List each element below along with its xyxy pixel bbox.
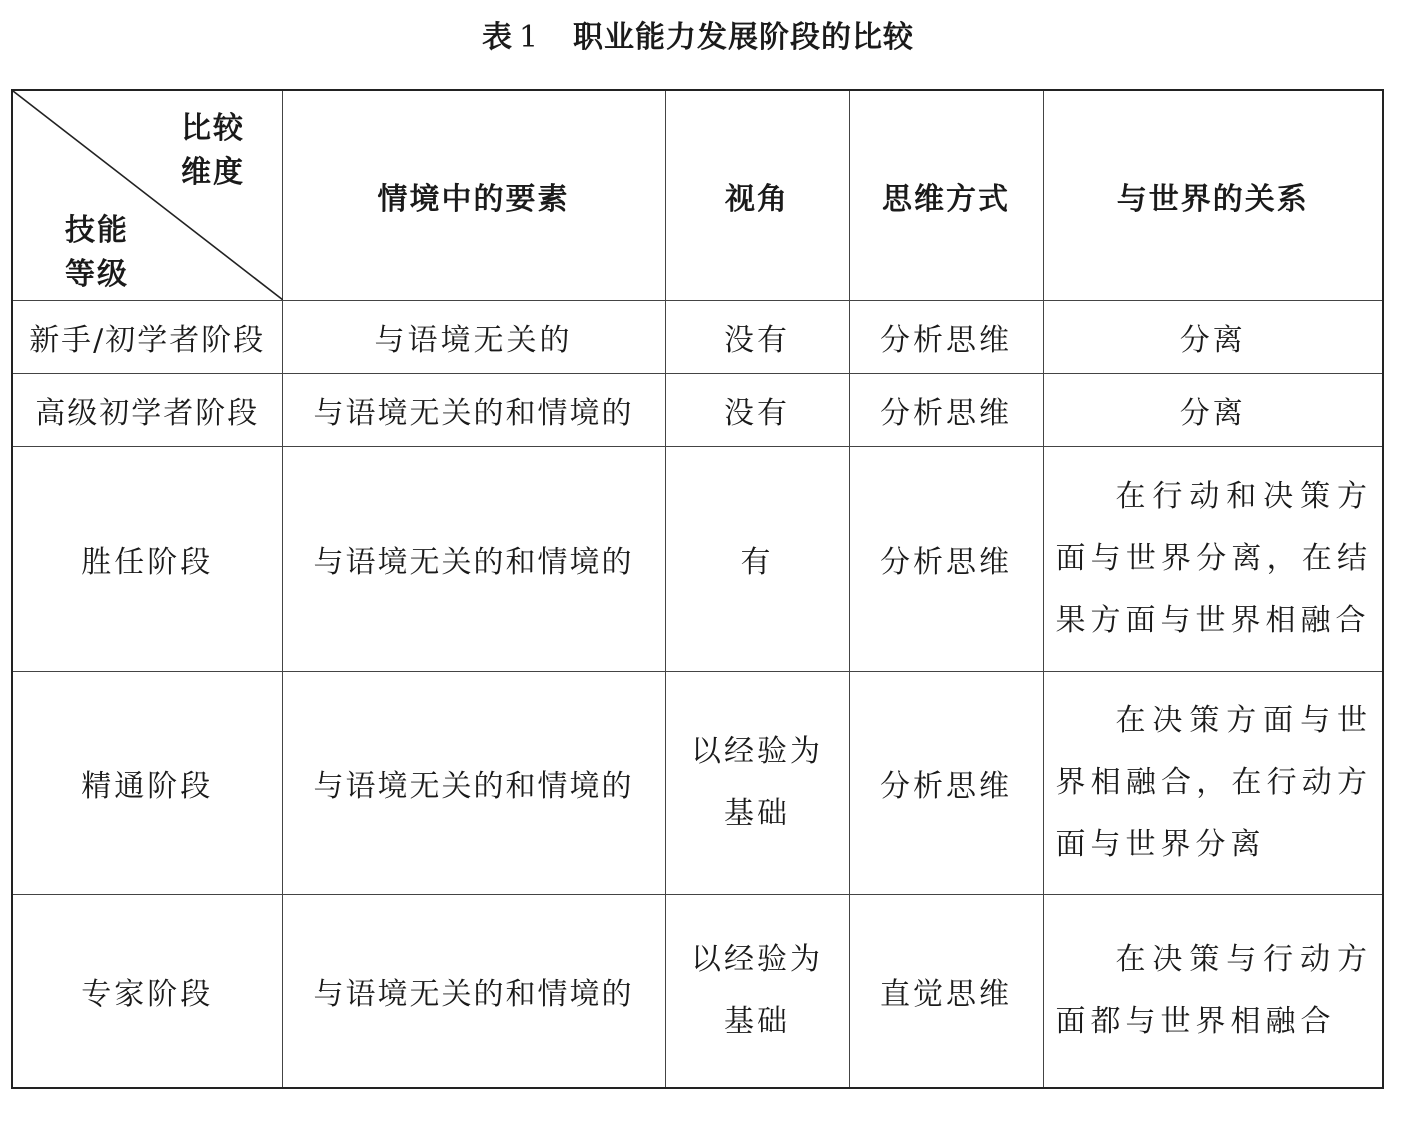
thinking-cell: 分析思维 xyxy=(849,447,1043,672)
table-title xyxy=(0,16,1396,60)
table-title-number: 1 xyxy=(518,20,540,55)
relation-cell: 分离 xyxy=(1043,374,1383,447)
table-row xyxy=(12,447,1383,672)
column-header-elements: 情境中的要素 xyxy=(282,90,665,301)
table-row xyxy=(12,672,1383,895)
corner-header-cell xyxy=(12,90,282,301)
table-row xyxy=(12,301,1383,374)
perspective-cell: 以经验为基础 xyxy=(665,672,849,895)
stage-cell: 新手/初学者阶段 xyxy=(12,301,282,374)
relation-cell: 在决策方面与世界相融合，在行动方面与世界分离 xyxy=(1043,672,1383,895)
relation-cell: 在行动和决策方面与世界分离，在结果方面与世界相融合 xyxy=(1043,447,1383,672)
perspective-cell: 以经验为基础 xyxy=(665,895,849,1088)
elements-cell: 与语境无关的和情境的 xyxy=(282,374,665,447)
thinking-cell: 分析思维 xyxy=(849,374,1043,447)
elements-cell: 与语境无关的和情境的 xyxy=(282,672,665,895)
stage-cell: 专家阶段 xyxy=(12,895,282,1088)
table-title-prefix: 表 xyxy=(481,20,513,55)
thinking-cell: 分析思维 xyxy=(849,672,1043,895)
header-row xyxy=(12,90,1383,301)
corner-top-label: 比较 维度 xyxy=(181,111,245,190)
comparison-table xyxy=(11,89,1384,1089)
thinking-cell: 直觉思维 xyxy=(849,895,1043,1088)
relation-cell: 分离 xyxy=(1043,301,1383,374)
elements-cell: 与语境无关的和情境的 xyxy=(282,895,665,1088)
stage-cell: 高级初学者阶段 xyxy=(12,374,282,447)
table-row xyxy=(12,374,1383,447)
column-header-perspective: 视角 xyxy=(665,90,849,301)
perspective-cell: 没有 xyxy=(665,374,849,447)
elements-cell: 与语境无关的和情境的 xyxy=(282,447,665,672)
perspective-cell: 有 xyxy=(665,447,849,672)
stage-cell: 精通阶段 xyxy=(12,672,282,895)
column-header-thinking: 思维方式 xyxy=(849,90,1043,301)
column-header-relation: 与世界的关系 xyxy=(1043,90,1383,301)
perspective-cell: 没有 xyxy=(665,301,849,374)
table-row xyxy=(12,895,1383,1088)
table-title-text: 职业能力发展阶段的比较 xyxy=(573,20,915,55)
elements-cell: 与语境无关的 xyxy=(282,301,665,374)
stage-cell: 胜任阶段 xyxy=(12,447,282,672)
relation-cell: 在决策与行动方面都与世界相融合 xyxy=(1043,895,1383,1088)
thinking-cell: 分析思维 xyxy=(849,301,1043,374)
corner-bottom-label: 技能 等级 xyxy=(65,213,129,292)
